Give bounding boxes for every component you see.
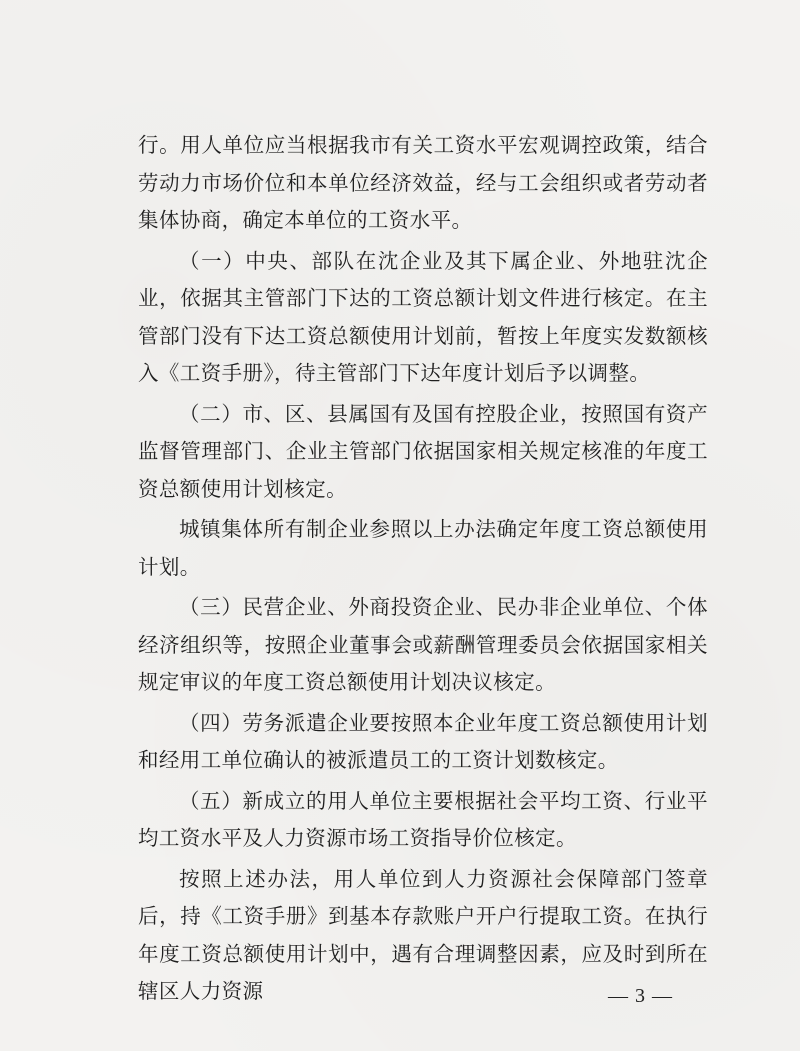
body-text <box>138 127 708 1014</box>
paragraph-item-5: （五）新成立的用人单位主要根据社会平均工资、行业平均工资水平及人力资源市场工资指导价位核定。 <box>138 788 708 850</box>
page-number: — 3 — <box>608 985 673 1007</box>
paragraph-item-1: （一）中央、部队在沈企业及其下属企业、外地驻沈企业，依据其主管部门下达的工资总额计划文件进行核定。在主管部门没有下达工资总额使用计划前，暂按上年度实发数额核入《工资手册》，待主管部门下达年度计划后予以调整。 <box>138 248 708 385</box>
paragraph-continuation: 行。用人单位应当根据我市有关工资水平宏观调控政策，结合劳动力市场价位和本单位经济效益，经与工会组织或者劳动者集体协商，确定本单位的工资水平。 <box>138 133 708 232</box>
paragraph-item-4: （四）劳务派遣企业要按照本企业年度工资总额使用计划和经用工单位确认的被派遣员工的工资计划数核定。 <box>138 710 708 772</box>
paragraph-item-2: （二）市、区、县属国有及国有控股企业，按照国有资产监督管理部门、企业主管部门依据国家相关规定核准的年度工资总额使用计划核定。 <box>138 401 708 501</box>
paragraph-item-3: （三）民营企业、外商投资企业、民办非企业单位、个体经济组织等，按照企业董事会或薪酬管理委员会依据国家相关规定审议的年度工资总额使用计划决议核定。 <box>138 595 708 694</box>
paragraph-procedure: 按照上述办法，用人单位到人力资源社会保障部门签章后，持《工资手册》到基本存款账户开户行提取工资。在执行年度工资总额使用计划中，遇有合理调整因素，应及时到所在辖区人力资源 <box>138 866 708 1003</box>
paragraph-collective-enterprises: 城镇集体所有制企业参照以上办法确定年度工资总额使用计划。 <box>138 517 708 579</box>
